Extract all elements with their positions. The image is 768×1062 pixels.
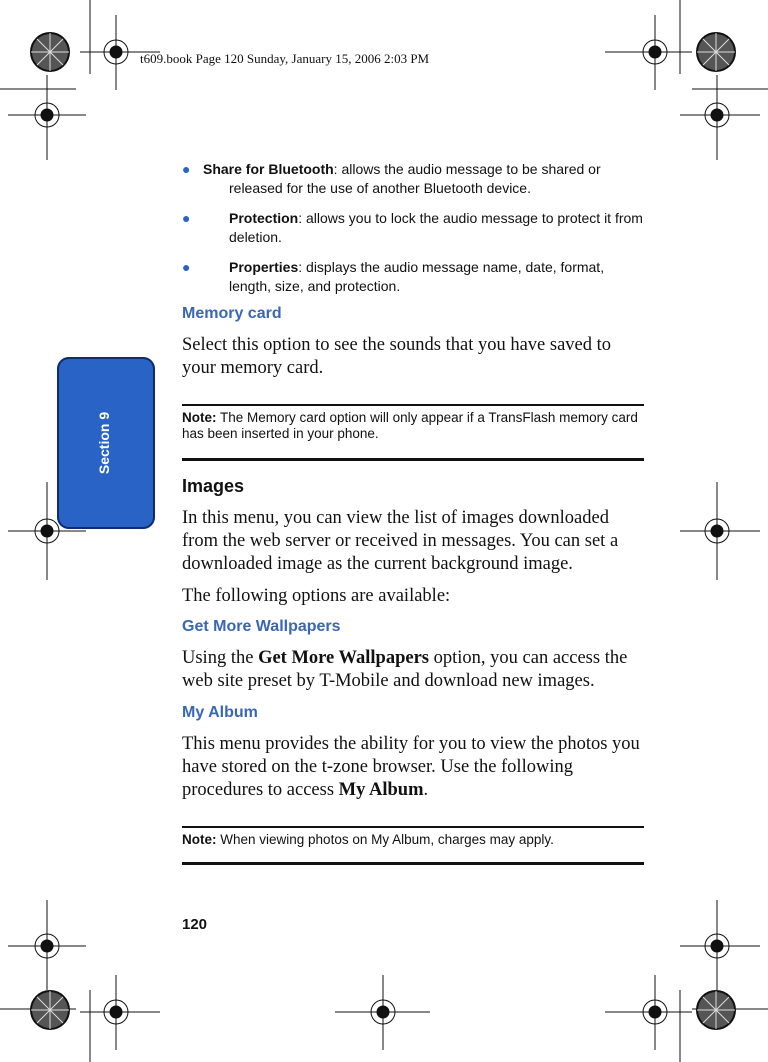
list-item [182,209,644,247]
memory-card-body: Select this option to see the sounds that you have saved to your memory card. [182,335,612,378]
bullet-term: Share for Bluetooth [203,161,334,177]
body-text: This menu provides the ability for you to view the photos you have stored on the t-zone browser. Use the following procedures to access [182,734,640,800]
print-header: t609.book Page 120 Sunday, January 15, 2006 2:03 PM [140,51,430,66]
my-album-heading: My Album [182,704,258,721]
body-bold: My Album [338,780,424,800]
images-body: In this menu, you can view the list of images downloaded from the web server or received in messages. You can set a downloaded image as the current background image. [182,508,619,574]
list-item [182,160,644,198]
memory-card-heading: Memory card [182,305,282,322]
page-content [182,160,644,865]
body-text: option, you can access the web site preset by T-Mobile and download new images. [182,648,628,691]
bullet-text: : allows you to lock the audio message to protect it from deletion. [229,210,643,245]
get-more-wallpapers-heading: Get More Wallpapers [182,618,341,635]
body-text: . [423,780,429,800]
bullet-term: Properties [229,259,299,275]
images-heading: Images [182,476,245,496]
bullet-icon: ● [182,210,191,226]
note-text: The Memory card option will only appear if a TransFlash memory card has been inserted in your phone. [182,410,638,441]
get-more-wallpapers-body [182,647,644,693]
note-memory-card [182,404,644,461]
my-album-body [182,733,644,802]
bullet-text: : displays the audio message name, date, format, length, size, and protection. [229,259,605,294]
note-text: When viewing photos on My Album, charges may apply. [216,832,554,847]
note-label: Note: [182,832,217,847]
note-my-album [182,826,644,865]
list-item [182,258,644,296]
body-bold: Get More Wallpapers [258,648,429,668]
body-text: Using the [182,648,259,668]
section-tab-label: Section 9 [96,411,112,475]
bullet-text: : allows the audio message to be shared or released for the use of another Bluetooth device. [229,161,601,196]
bullet-term: Protection [229,210,299,226]
page-number: 120 [182,916,208,933]
bullet-icon: ● [182,259,191,275]
bullet-icon: ● [182,161,191,177]
note-label: Note: [182,410,217,425]
options-intro: The following options are available: [182,586,451,606]
